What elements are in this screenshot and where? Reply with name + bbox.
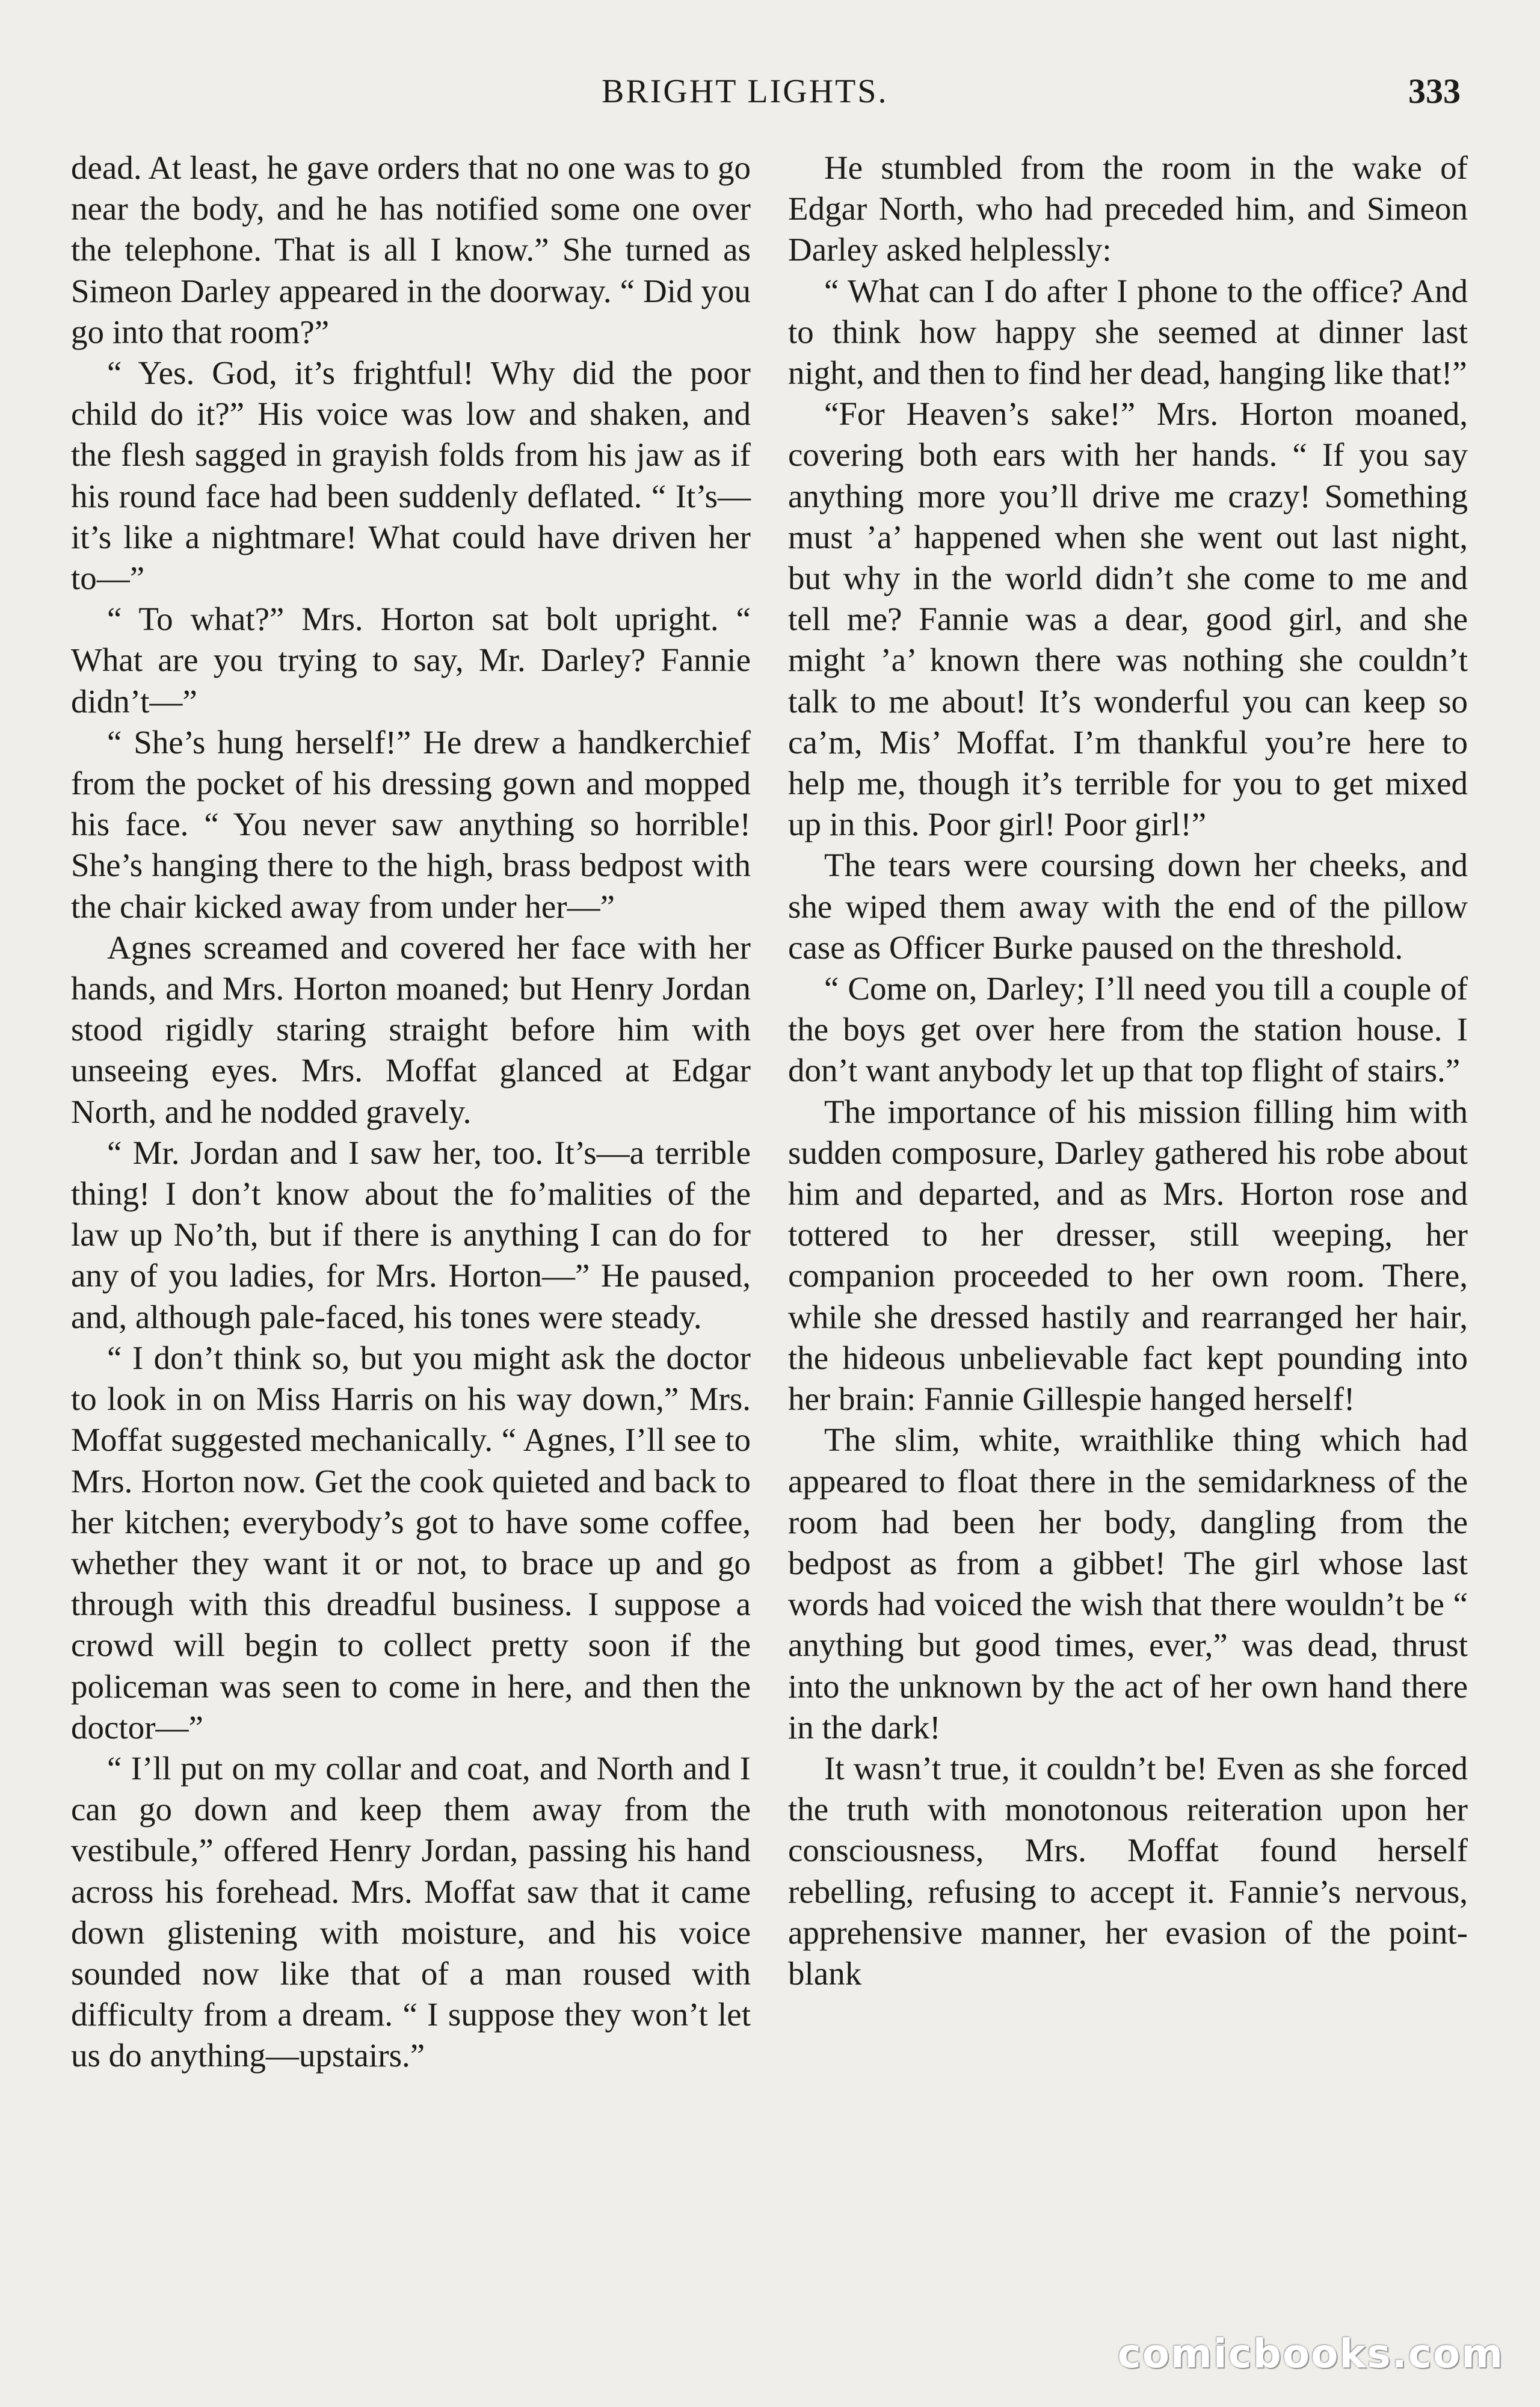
paragraph: “For Heaven’s sake!” Mrs. Horton moaned, covering both ears with her hands. “ If you say anything more you’ll drive me crazy! Something must ’a’ happened when she went out last night, but why in the world didn’t she come to me and tell me? Fannie was a dear, good girl, and she might ’a’ known there was nothing she couldn’t talk to me about! It’s wonderful you can keep so ca’m, Mis’ Moffat. I’m thankful you’re here to help me, though it’s terrible for you to get mixed up in this. Poor girl! Poor girl!”	[788, 395, 1468, 843]
running-title: BRIGHT LIGHTS.	[602, 73, 889, 110]
paragraph: “ To what?” Mrs. Horton sat bolt upright. “ What are you trying to say, Mr. Darley? Fannie didn’t—”	[71, 601, 751, 720]
paragraph: The slim, white, wraithlike thing which had appeared to float there in the semidarkness of the room had been her body, dangling from the bedpost as from a gibbet! The girl whose last words had voiced the wish that there wouldn’t be “ anything but good times, ever,” was dead, thrust into the unknown by the act of her own hand there in the dark!	[788, 1421, 1468, 1746]
watermark: comicbooks.com	[1117, 2331, 1504, 2377]
paragraph: “ I’ll put on my collar and coat, and North and I can go down and keep them away from the vestibule,” offered Henry Jordan, passing his hand across his forehead. Mrs. Moffat saw that it came down glistening with moisture, and his voice sounded now like that of a man roused with difficulty from a dream. “ I suppose they won’t let us do anything—upstairs.”	[71, 1749, 751, 2074]
paragraph: Agnes screamed and covered her face with her hands, and Mrs. Horton moaned; but Henry Jordan stood rigidly staring straight before him with unseeing eyes. Mrs. Moffat glanced at Edgar North, and he nodded gravely.	[71, 929, 751, 1130]
paragraph: The tears were coursing down her cheeks, and she wiped them away with the end of the pillow case as Officer Burke paused on the threshold.	[788, 847, 1468, 966]
paragraph: It wasn’t true, it couldn’t be! Even as she forced the truth with monotonous reiteration upon her consciousness, Mrs. Moffat found herself rebelling, refusing to accept it. Fannie’s nervous, apprehensive manner, her evasion of the point-blank	[788, 1749, 1468, 1992]
paragraph: “ What can I do after I phone to the office? And to think how happy she seemed at dinner last night, and then to find her dead, hanging like that!”	[788, 272, 1468, 392]
paragraph: “ Come on, Darley; I’ll need you till a couple of the boys get over here from the station house. I don’t want anybody let up that top flight of stairs.”	[788, 970, 1468, 1089]
paragraph: dead. At least, he gave orders that no one was to go near the body, and he has notified some one over the telephone. That is all I know.” She turned as Simeon Darley appeared in the doorway. “ Did you go into that room?”	[71, 149, 751, 350]
paragraph: “ I don’t think so, but you might ask the doctor to look in on Miss Harris on his way down,” Mrs. Moffat suggested mechanically. “ Agnes, I’ll see to Mrs. Horton now. Get the cook quieted and back to her kitchen; everybody’s got to have some coffee, whether they want it or not, to brace up and go through with this dreadful business. I suppose a crowd will begin to collect pretty soon if the policeman was seen to come in here, and then the doctor—”	[71, 1339, 751, 1746]
paragraph: The importance of his mission filling him with sudden composure, Darley gathered his robe about him and departed, and as Mrs. Horton rose and tottered to her dresser, still weeping, her companion proceeded to her own room. There, while she dressed hastily and rearranged her hair, the hideous unbelievable fact kept pounding into her brain: Fannie Gillespie hanged herself!	[788, 1093, 1468, 1418]
paragraph: He stumbled from the room in the wake of Edgar North, who had preceded him, and Simeon Darley asked helplessly:	[788, 149, 1468, 268]
paragraph: “ Yes. God, it’s frightful! Why did the poor child do it?” His voice was low and shaken, and the flesh sagged in grayish folds from his jaw as if his round face had been suddenly deflated. “ It’s—it’s like a nightmare! What could have driven her to—”	[71, 354, 751, 597]
left-column	[71, 147, 751, 2077]
page-number: 333	[1408, 72, 1461, 111]
right-column	[788, 147, 1468, 1994]
paragraph: “ She’s hung herself!” He drew a handkerchief from the pocket of his dressing gown and mopped his face. “ You never saw anything so horrible! She’s hanging there to the high, brass bedpost with the chair kicked away from under her—”	[71, 723, 751, 925]
paragraph: “ Mr. Jordan and I saw her, too. It’s—a terrible thing! I don’t know about the fo’malities of the law up No’th, but if there is anything I can do for any of you ladies, for Mrs. Horton—” He paused, and, although pale-faced, his tones were steady.	[71, 1134, 751, 1335]
